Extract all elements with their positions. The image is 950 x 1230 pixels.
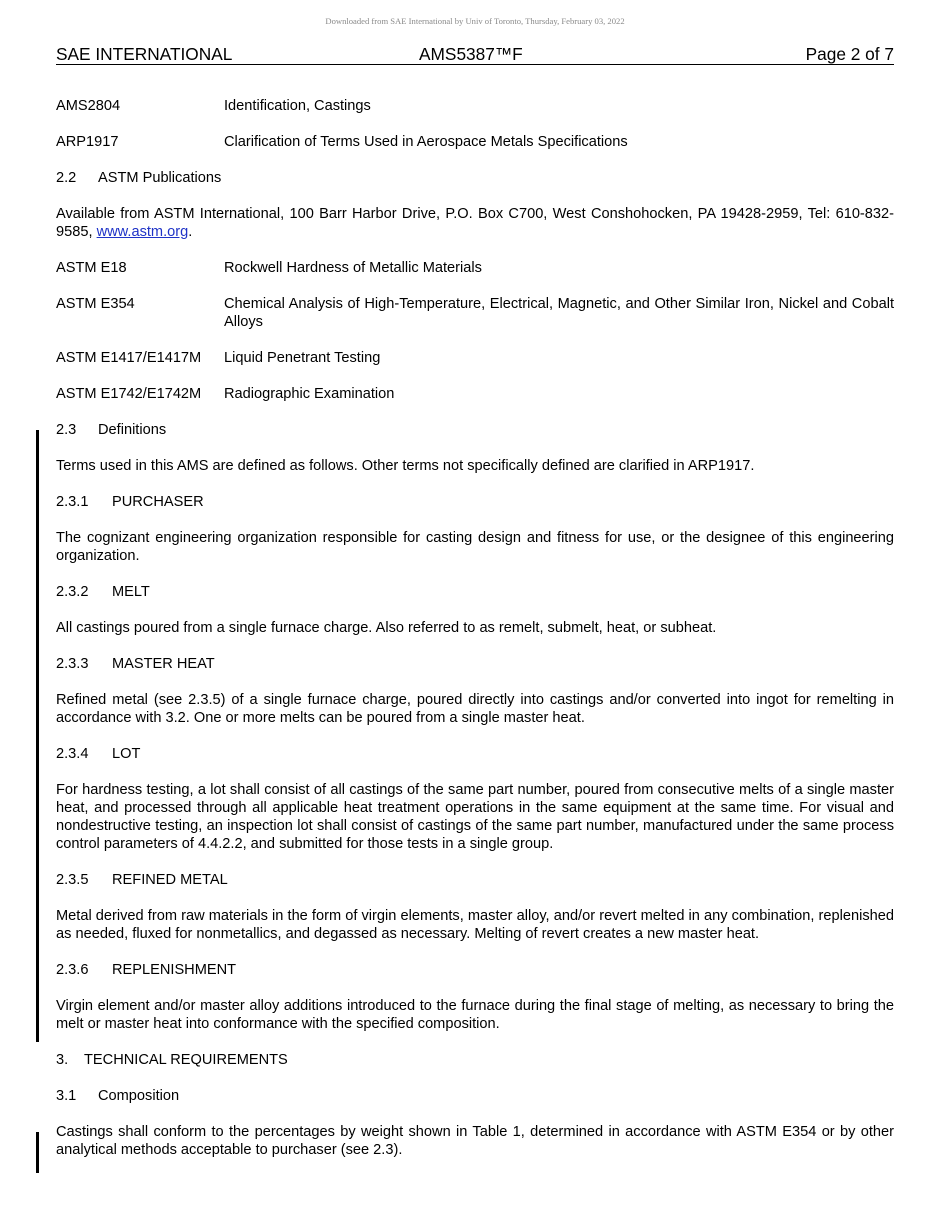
reference-code: ASTM E354	[56, 296, 135, 312]
definition-number: 2.3.1	[56, 494, 89, 510]
definition-heading	[56, 583, 894, 601]
definition-heading	[56, 745, 894, 763]
definition-number: 2.3.4	[56, 746, 89, 762]
definition-term: MELT	[112, 584, 150, 600]
definition-term: MASTER HEAT	[112, 656, 215, 672]
section-title: ASTM Publications	[98, 170, 222, 186]
reference-row	[56, 259, 894, 277]
section-heading-2-3	[56, 421, 894, 439]
reference-code: ARP1917	[56, 134, 119, 150]
reference-title: Liquid Penetrant Testing	[224, 350, 381, 366]
definition-term: REFINED METAL	[112, 872, 228, 888]
reference-title: Rockwell Hardness of Metallic Materials	[224, 260, 482, 276]
download-watermark: Downloaded from SAE International by Univ of Toronto, Thursday, February 03, 2022	[325, 16, 625, 26]
section-heading-3-1	[56, 1087, 894, 1105]
reference-title: Clarification of Terms Used in Aerospace Metals Specifications	[224, 134, 628, 150]
definition-text: Refined metal (see 2.3.5) of a single furnace charge, poured directly into castings and/or converted into ingot for remelting in accordance with 3.2. One or more melts can be poured from a single master heat.	[56, 692, 894, 726]
reference-code: ASTM E18	[56, 260, 127, 276]
availability-end: .	[188, 224, 193, 240]
reference-row	[56, 385, 894, 403]
reference-row	[56, 97, 894, 115]
definition-text: Virgin element and/or master alloy additions introduced to the furnace during the final stage of melting, as necessary to bring the melt or master heat into conformance with the specified composition.	[56, 998, 894, 1032]
reference-code: ASTM E1417/E1417M	[56, 350, 202, 366]
revision-change-bar	[36, 430, 39, 1042]
availability-text: Available from ASTM International, 100 Barr Harbor Drive, P.O. Box C700, West Conshohocken, PA 19428-2959, Tel: 610-832-9585,	[56, 206, 894, 240]
section-number: 2.2	[56, 170, 77, 186]
reference-title: Chemical Analysis of High-Temperature, Electrical, Magnetic, and Other Similar Iron, Nickel and Cobalt Alloys	[224, 296, 894, 330]
reference-title: Identification, Castings	[224, 98, 371, 114]
section-heading-2-2	[56, 169, 894, 187]
definition-number: 2.3.6	[56, 962, 89, 978]
reference-title: Radiographic Examination	[224, 386, 395, 402]
reference-code: AMS2804	[56, 98, 121, 114]
reference-row	[56, 349, 894, 367]
definition-term: LOT	[112, 746, 141, 762]
definition-heading	[56, 655, 894, 673]
section-number: 2.3	[56, 422, 77, 438]
definition-text: Metal derived from raw materials in the form of virgin elements, master alloy, and/or revert melted in any combination, replenished as needed, fluxed for nonmetallics, and degassed as necessary. Melting of revert creates a new master heat.	[56, 908, 894, 942]
document-body	[56, 97, 894, 1177]
definition-term: PURCHASER	[112, 494, 204, 510]
definition-text: For hardness testing, a lot shall consist of all castings of the same part number, poured from consecutive melts of a single master heat, and processed through all applicable heat treatment operations in the same equipment at the same time. For visual and nondestructive testing, an inspection lot shall consist of castings of the same part number, manufactured under the same process control parameters of 4.4.2.2, and submitted for those tests in a single group.	[56, 782, 894, 852]
astm-availability-paragraph	[56, 205, 894, 241]
reference-row	[56, 295, 894, 331]
definition-number: 2.3.3	[56, 656, 89, 672]
definition-term: REPLENISHMENT	[112, 962, 237, 978]
definition-heading	[56, 961, 894, 979]
section-number: 3.	[56, 1052, 69, 1068]
definition-text: All castings poured from a single furnace charge. Also referred to as remelt, submelt, heat, or subheat.	[56, 620, 717, 636]
definitions-intro: Terms used in this AMS are defined as follows. Other terms not specifically defined are clarified in ARP1917.	[56, 458, 755, 474]
definition-heading	[56, 493, 894, 511]
composition-paragraph: Castings shall conform to the percentages by weight shown in Table 1, determined in accordance with ASTM E354 or by other analytical methods acceptable to purchaser (see 2.3).	[56, 1124, 894, 1158]
header-page-number: Page 2 of 7	[805, 44, 894, 64]
section-heading-3	[56, 1051, 894, 1069]
reference-code: ASTM E1742/E1742M	[56, 386, 202, 402]
page-header	[56, 44, 894, 65]
section-number: 3.1	[56, 1088, 77, 1104]
header-organization: SAE INTERNATIONAL	[56, 44, 233, 64]
definition-heading	[56, 871, 894, 889]
definition-number: 2.3.5	[56, 872, 89, 888]
astm-website-link[interactable]: www.astm.org	[96, 224, 189, 240]
definition-text: The cognizant engineering organization responsible for casting design and fitness for use, or the designee of this engineering organization.	[56, 530, 894, 564]
definition-number: 2.3.2	[56, 584, 89, 600]
revision-change-bar	[36, 1132, 39, 1173]
reference-row	[56, 133, 894, 151]
header-document-number: AMS5387™F	[419, 44, 523, 64]
section-title: Definitions	[98, 422, 167, 438]
section-title: TECHNICAL REQUIREMENTS	[84, 1052, 288, 1068]
section-title: Composition	[98, 1088, 180, 1104]
